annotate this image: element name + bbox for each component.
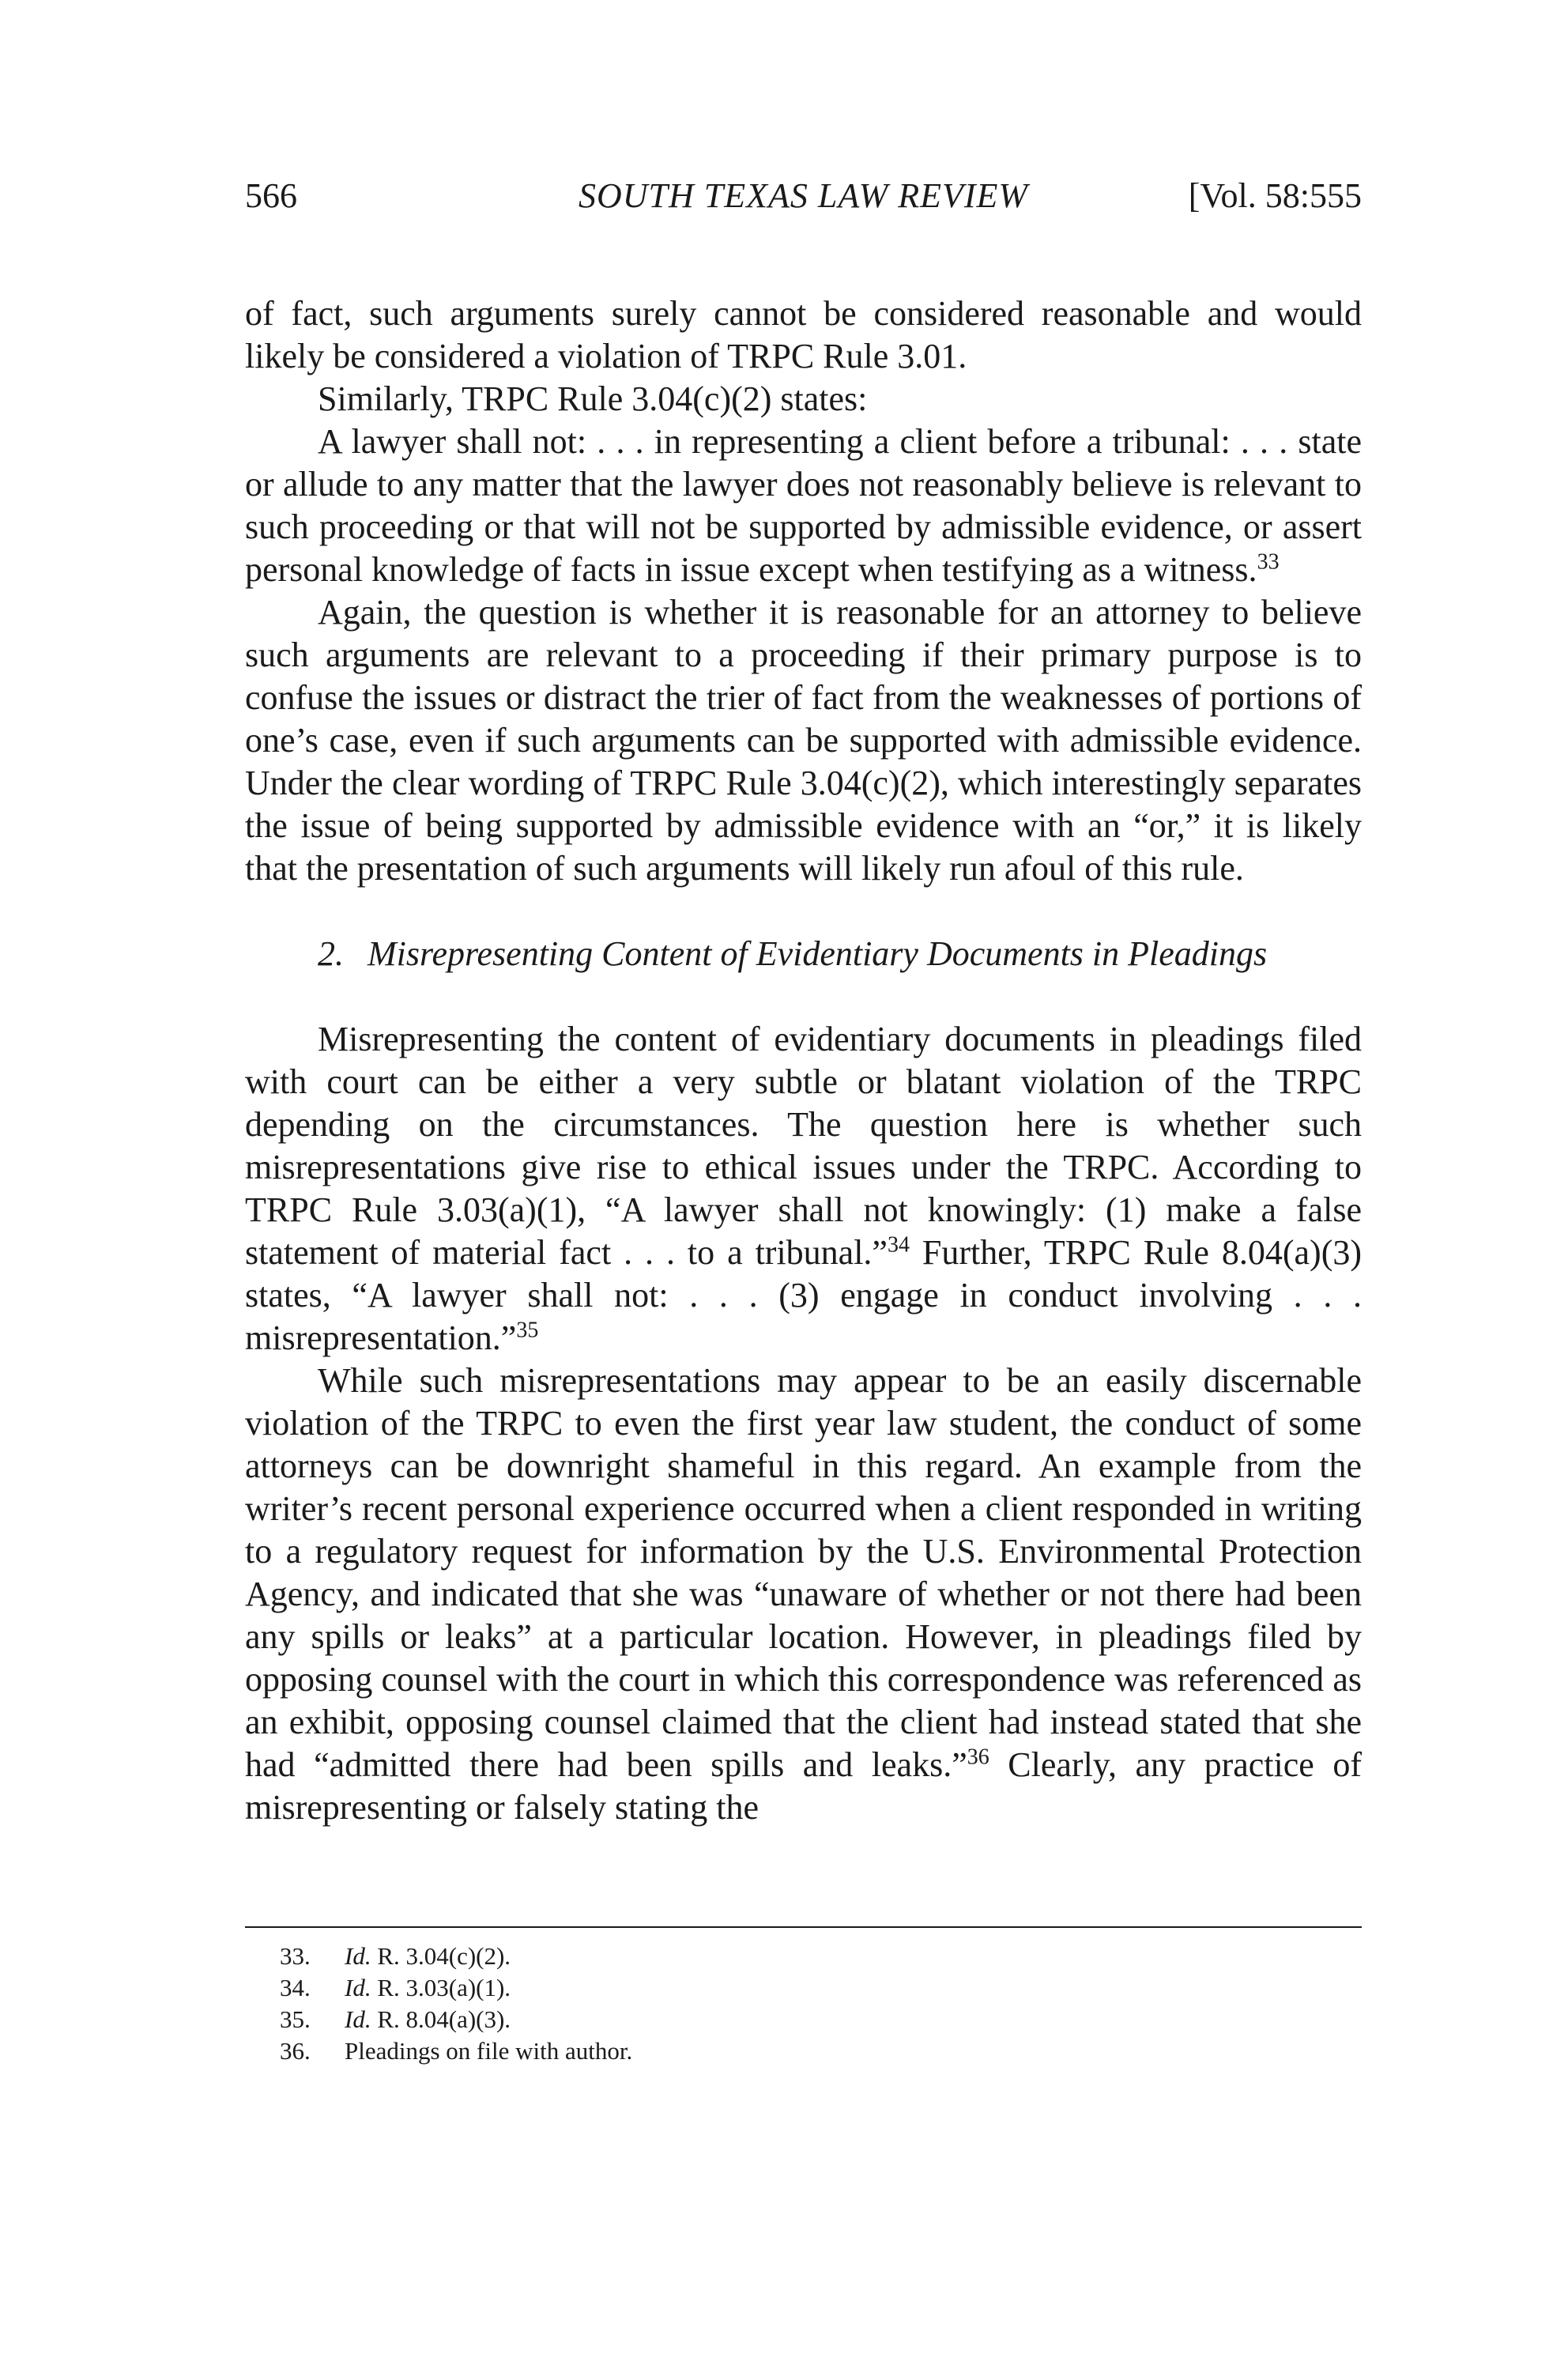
running-header (245, 175, 1362, 223)
footnote (245, 1972, 1362, 2004)
section-subheading (245, 933, 1362, 975)
footnote-ref-35[interactable]: 35 (516, 1318, 539, 1343)
rule-quotation (245, 421, 1362, 591)
footnote-text (345, 1972, 511, 2004)
footnote-ref-36[interactable]: 36 (967, 1745, 989, 1770)
paragraph-continued: of fact, such arguments surely cannot be considered reasonable and would likely be considered a violation of TRPC Rule 3.01. (245, 294, 1362, 375)
volume-citation: [Vol. 58:555 (1188, 176, 1362, 215)
paragraph-misrepresentation (245, 1018, 1362, 1360)
paragraph-text: While such misrepresentations may appear to be an easily discernable violation of the TRPC to even the first year law student, the conduct of some attorneys can be downright shameful in this regard. An example from the writer’s recent personal experience occurred when a client responded in writing to a regulatory request for information by the U.S. Environmental Protection Agency, and indicated that she was “unaware of whether or not there had been any spills or leaks” at a particular location. However, in pleadings filed by opposing counsel with the court in which this correspondence was referenced as an exhibit, opposing counsel claimed that the client had instead stated that she had “admitted there had been spills and leaks.” (245, 1361, 1362, 1784)
footnote (245, 2035, 1362, 2067)
footnote-citation: R. 3.03(a)(1). (371, 1974, 511, 2001)
footnote-citation: R. 8.04(a)(3). (371, 2005, 511, 2033)
footnote-citation: R. 3.04(c)(2). (371, 1942, 511, 1970)
footnote-number: 33. (280, 1942, 311, 1970)
page-number: 566 (245, 176, 297, 215)
footnote-number: 34. (280, 1974, 311, 2001)
footnote-id: Id. (345, 1942, 371, 1970)
footnote (245, 1941, 1362, 1972)
footnote-text (345, 2035, 632, 2067)
quotation-text: A lawyer shall not: . . . in representing a client before a tribunal: . . . state or allude to any matter that the lawyer does not reasonably believe is relevant to such proceeding or that will not be supported by admissible evidence, or assert personal knowledge of facts in issue except when testifying as a witness. (245, 422, 1362, 589)
footnote-divider (245, 1926, 1362, 1928)
footnote-id: Id. (345, 1974, 371, 2001)
footnote-number: 35. (280, 2005, 311, 2033)
paragraph-text: Clearly, any practice of misrepresenting or falsely stating the (245, 1745, 1362, 1827)
footnote-text (345, 1941, 511, 1972)
footnote-citation: Pleadings on file with author. (345, 2037, 633, 2065)
paragraph-example (245, 1360, 1362, 1829)
subheading-title: Misrepresenting Content of Evidentiary Documents in Pleadings (368, 934, 1268, 973)
footnote-ref-34[interactable]: 34 (887, 1232, 910, 1258)
footnote-text (345, 2004, 511, 2035)
journal-title: SOUTH TEXAS LAW REVIEW (578, 176, 1029, 215)
footnote-number: 36. (280, 2037, 311, 2065)
footnote-id: Id. (345, 2005, 371, 2033)
article-body (245, 292, 1362, 1829)
footnote-ref-33[interactable]: 33 (1257, 549, 1280, 575)
paragraph-text: Further, TRPC Rule 8.04(a)(3) states, “A lawyer shall not: . . . (3) engage in conduct involving . . . misrepresentation.” (245, 1233, 1362, 1357)
subheading-number: 2. (318, 934, 344, 973)
paragraph-analysis: Again, the question is whether it is reasonable for an attorney to believe such arguments are relevant to a proceeding if their primary purpose is to confuse the issues or distract the trier of fact from the weaknesses of portions of one’s case, even if such arguments can be supported with admissible evidence. Under the clear wording of TRPC Rule 3.04(c)(2), which interestingly separates the issue of being supported by admissible evidence with an “or,” it is likely that the presentation of such arguments will likely run afoul of this rule. (245, 593, 1362, 888)
paragraph-rule-intro: Similarly, TRPC Rule 3.04(c)(2) states: (318, 379, 868, 418)
paragraph-text: Misrepresenting the content of evidentiary documents in pleadings filed with court can be either a very subtle or blatant violation of the TRPC depending on the circumstances. The question here is whether such misrepresentations give rise to ethical issues under the TRPC. According to TRPC Rule 3.03(a)(1), “A lawyer shall not knowingly: (1) make a false statement of material fact . . . to a tribunal.” (245, 1020, 1362, 1272)
footnotes (245, 1926, 1362, 2067)
footnote (245, 2004, 1362, 2035)
